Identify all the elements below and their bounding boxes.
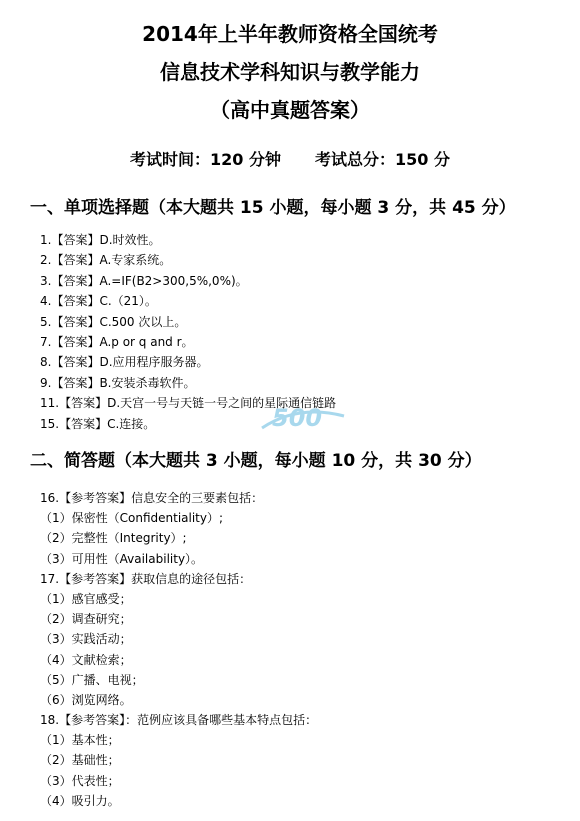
answer-line: 18.【参考答案】：范例应该具备哪些基本特点包括： [40,713,318,728]
watermark-logo [258,398,348,436]
answer-line: （6）浏览网络。 [40,692,132,707]
answer-line: （2）调查研究； [40,612,132,627]
section-1-heading: 一、单项选择题（本大题共 15 小题，每小题 3 分，共 45 分） [30,198,516,218]
answer-line: （4）吸引力。 [40,793,120,808]
answer-line: 5.【答案】C.500 次以上。 [40,314,187,329]
section-2-heading: 二、简答题（本大题共 3 小题，每小题 10 分，共 30 分） [30,451,482,471]
answer-line: （4）文献检索； [40,652,132,667]
answer-line: （1）保密性（Confidentiality）; [40,511,224,526]
answer-line: 7.【答案】A.p or q and r。 [40,334,194,349]
answer-line: 17.【参考答案】获取信息的途径包括： [40,571,252,586]
answer-line: （3）代表性； [40,773,120,788]
answer-line: （2）基础性； [40,753,120,768]
answer-line: 2.【答案】A.专家系统。 [40,253,172,268]
watermark-text: 500 [272,404,323,432]
answer-line: 1.【答案】D.时效性。 [40,233,161,247]
answer-line: （1）感官感受； [40,591,132,606]
answer-line: （1）基本性； [40,733,120,748]
answer-line: 8.【答案】D.应用程序服务器。 [40,355,209,370]
answer-line: 9.【答案】B.安装杀毒软件。 [40,375,196,390]
answer-line: （3）实践活动； [40,632,132,647]
title-line-1: 2014年上半年教师资格全国统考 [142,22,438,46]
answer-line: （2）完整性（Integrity）; [40,531,187,546]
answer-line: 15.【答案】C.连接。 [40,416,156,431]
answer-line: 11.【答案】D.天宫一号与天链一号之间的星际通信链路 [40,396,337,411]
answer-line: 16.【参考答案】信息安全的三要素包括： [40,491,264,505]
exam-info [0,150,580,170]
section-2-answers [40,488,317,811]
exam-time: 考试时间：120 分钟 [130,150,281,169]
answer-line: 4.【答案】C.（21）。 [40,294,157,309]
answer-line: （3）可用性（Availability）。 [40,551,204,566]
title-line-2: 信息技术学科知识与教学能力 [160,60,420,84]
title-line-3: （高中真题答案） [210,98,370,122]
exam-score: 考试总分：150 分 [315,150,450,169]
answer-line: （5）广播、电视； [40,672,144,687]
answer-line: 3.【答案】A.=IF(B2>300,5%,0%)。 [40,273,248,288]
